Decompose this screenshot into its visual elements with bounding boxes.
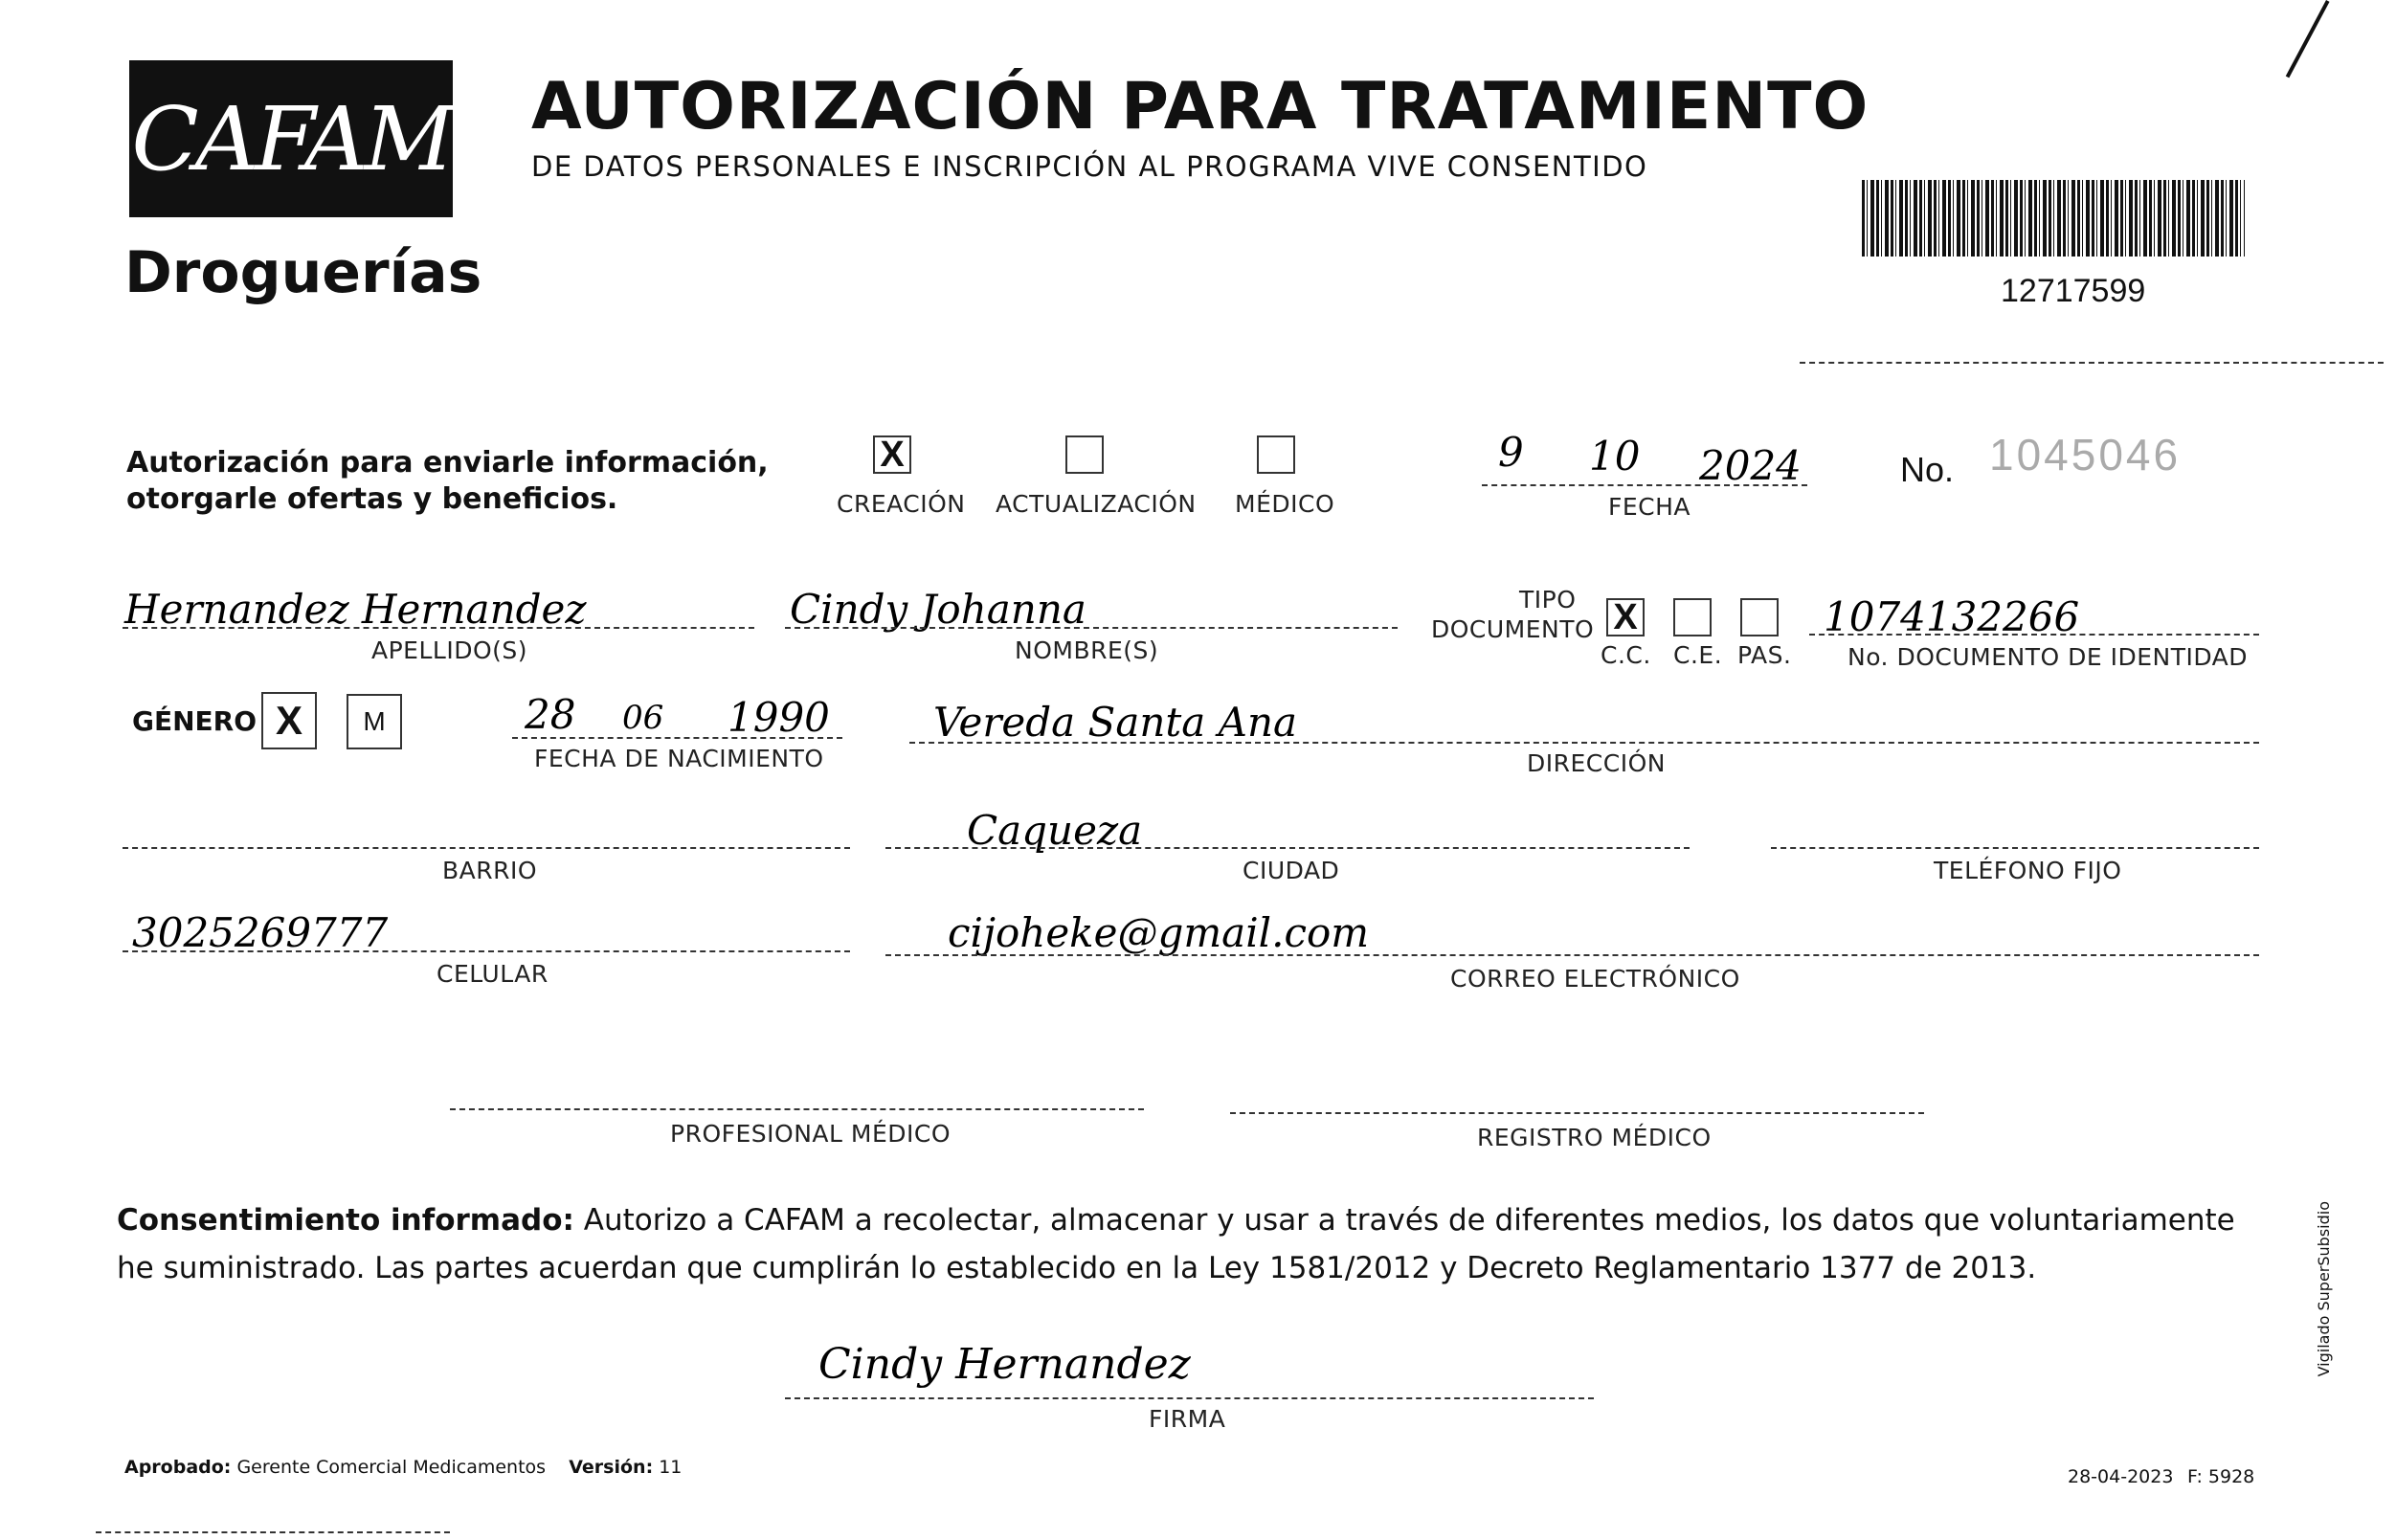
email-line (885, 954, 2259, 956)
email-value[interactable]: cijoheke@gmail.com (948, 909, 1370, 956)
bottom-dash (96, 1531, 450, 1533)
signature-value[interactable]: Cindy Hernandez (818, 1340, 1191, 1389)
birth-label: FECHA DE NACIMIENTO (534, 745, 824, 772)
registry-label: REGISTRO MÉDICO (1477, 1124, 1712, 1151)
consent-heading: Consentimiento informado: (117, 1203, 574, 1238)
landline-label: TELÉFONO FIJO (1934, 857, 2122, 884)
form-number: 1045046 (1989, 430, 2182, 480)
date-month[interactable]: 10 (1589, 433, 1641, 480)
approved-info (124, 1457, 682, 1478)
auth-text-line1: Autorización para enviarle información, (126, 446, 769, 480)
label-ce: C.E. (1673, 641, 1723, 669)
checkbox-pas[interactable] (1740, 598, 1779, 636)
sub-brand: Droguerías (124, 239, 482, 306)
logo-text: CAFAM (131, 87, 451, 190)
doc-type-label-2: DOCUMENTO (1431, 615, 1595, 643)
city-line (885, 847, 1690, 849)
document-subtitle: DE DATOS PERSONALES E INSCRIPCIÓN AL PROGRAMA VIVE CONSENTIDO (531, 150, 1648, 183)
header-separator (1800, 362, 2384, 364)
gender-option-2[interactable]: M (347, 694, 402, 749)
address-value[interactable]: Vereda Santa Ana (933, 699, 1298, 746)
date-label: FECHA (1608, 493, 1691, 521)
label-pas: PAS. (1737, 641, 1792, 669)
city-value[interactable]: Caqueza (967, 807, 1143, 854)
no-label: No. (1900, 450, 1955, 489)
address-line (909, 742, 2259, 744)
barcode-number: 12717599 (2001, 273, 2146, 309)
approved-value: Gerente Comercial Medicamentos (236, 1457, 547, 1478)
document-title: AUTORIZACIÓN PARA TRATAMIENTO (531, 69, 1870, 145)
mobile-label: CELULAR (437, 960, 549, 988)
professional-label: PROFESIONAL MÉDICO (670, 1120, 952, 1148)
barcode (1862, 180, 2245, 257)
footer-date: 28-04-2023 (2068, 1466, 2174, 1487)
doc-number-value[interactable]: 1074132266 (1824, 593, 2080, 640)
doc-type-label-1: TIPO (1519, 586, 1577, 614)
registry-line (1230, 1112, 1924, 1114)
cafam-logo (129, 60, 453, 217)
professional-line (450, 1108, 1144, 1110)
gender-label: GÉNERO (132, 705, 258, 737)
surnames-line (123, 627, 754, 629)
date-year[interactable]: 2024 (1699, 442, 1802, 489)
names-value[interactable]: Cindy Johanna (790, 586, 1086, 633)
consent-paragraph (117, 1196, 2271, 1292)
pen-mark (2286, 0, 2330, 78)
checkbox-cc[interactable]: X (1606, 598, 1645, 636)
date-day[interactable]: 9 (1498, 429, 1524, 476)
gender-option-1[interactable]: X (261, 692, 317, 749)
side-text: Vigilado SuperSubsidio (2315, 1201, 2333, 1377)
birth-month[interactable]: 06 (622, 699, 664, 737)
names-line (785, 627, 1398, 629)
label-cc: C.C. (1601, 641, 1651, 669)
neighborhood-label: BARRIO (442, 857, 538, 884)
consent-text: Autorizo a CAFAM a recolectar, almacenar y usar a través de diferentes medios, los datos que voluntariamente he suministrado. Las partes acuerdan que cumplirán lo establecido en la Ley 1581/2012 y Decreto Reglamentario 1377 de 2013. (117, 1203, 2235, 1285)
approved-label: Aprobado: (124, 1457, 232, 1478)
neighborhood-line (123, 847, 850, 849)
birth-day[interactable]: 28 (525, 691, 576, 738)
landline-line (1771, 847, 2259, 849)
label-medico: MÉDICO (1235, 490, 1335, 518)
doc-number-line (1809, 634, 2259, 636)
checkbox-ce[interactable] (1673, 598, 1712, 636)
date-line (1482, 484, 1807, 486)
address-label: DIRECCIÓN (1527, 749, 1666, 777)
birth-line (512, 737, 842, 739)
auth-text (126, 445, 769, 518)
birth-year[interactable]: 1990 (728, 694, 830, 741)
city-label: CIUDAD (1243, 857, 1340, 884)
checkbox-creacion[interactable]: X (873, 435, 911, 474)
label-creacion: CREACIÓN (837, 490, 966, 518)
mobile-line (123, 950, 850, 952)
label-actualizacion: ACTUALIZACIÓN (996, 490, 1197, 518)
checkbox-medico[interactable] (1257, 435, 1295, 474)
form-code: F: 5928 (2187, 1466, 2255, 1487)
signature-line (785, 1397, 1594, 1399)
mobile-value[interactable]: 3025269777 (132, 909, 389, 956)
version-value: 11 (659, 1457, 683, 1478)
surnames-label: APELLIDO(S) (371, 636, 528, 664)
version-label: Versión: (569, 1457, 654, 1478)
signature-label: FIRMA (1149, 1405, 1226, 1433)
auth-text-line2: otorgarle ofertas y beneficios. (126, 482, 618, 516)
names-label: NOMBRE(S) (1015, 636, 1159, 664)
checkbox-actualizacion[interactable] (1065, 435, 1104, 474)
email-label: CORREO ELECTRÓNICO (1450, 965, 1740, 993)
surnames-value[interactable]: Hernandez Hernandez (124, 586, 587, 633)
doc-number-label: No. DOCUMENTO DE IDENTIDAD (1847, 643, 2249, 671)
